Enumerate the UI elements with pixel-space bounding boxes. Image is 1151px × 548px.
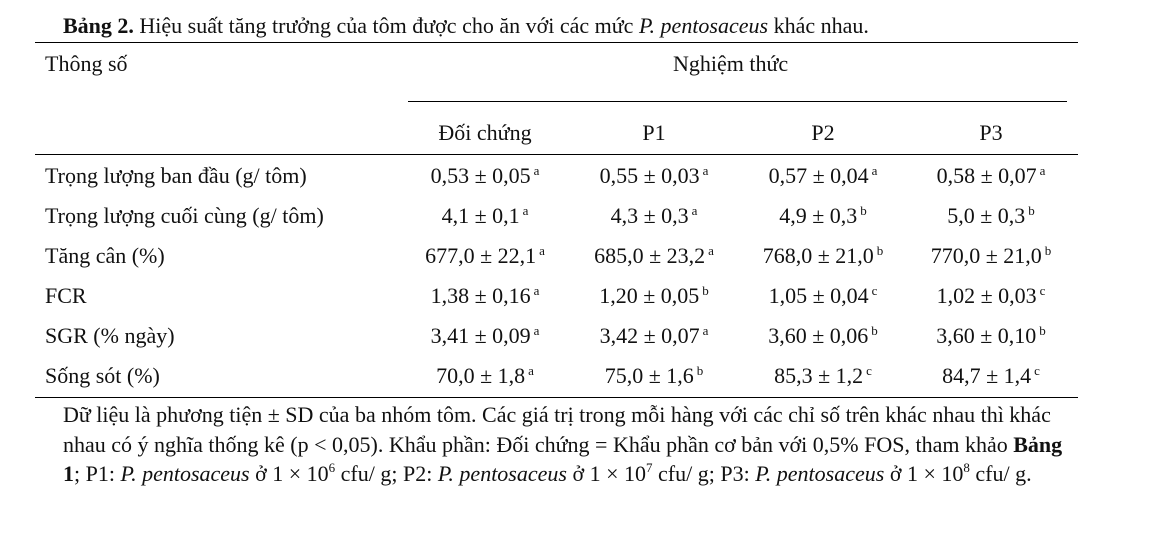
note-species: P. pentosaceus <box>755 461 885 486</box>
cell-value: 0,55 ± 0,03 <box>599 163 700 188</box>
caption-label: Bảng 2. <box>63 13 134 38</box>
cell-value: 3,60 ± 0,06 <box>768 323 869 348</box>
table-footnote <box>63 400 1073 492</box>
significance-letter: a <box>528 363 534 378</box>
note-text: Dữ liệu là phương tiện ± SD của ba nhóm tôm. Các giá trị trong mỗi hàng với các chỉ số trên khác nhau thì khác nhau có ý nghĩa thống kê (p < 0,05). Khẩu phần: Đối chứng = Khẩu phần cơ bản với 0,5% FOS, tham khảo <box>63 402 1051 457</box>
significance-letter: b <box>1039 323 1046 338</box>
cell-value: 85,3 ± 1,2 <box>774 363 864 388</box>
significance-letter: a <box>691 203 698 218</box>
param-header: Thông số <box>45 51 128 76</box>
cell-value: 70,0 ± 1,8 <box>436 363 526 388</box>
significance-letter: b <box>702 283 709 298</box>
table-cell <box>907 242 1075 273</box>
significance-letter: a <box>522 203 529 218</box>
significance-letter: b <box>696 363 704 378</box>
caption-species: P. pentosaceus <box>638 13 769 38</box>
cell-value: 4,1 ± 0,1 <box>441 203 520 228</box>
table-cell <box>739 322 907 353</box>
note-text: cfu/ g; P2: <box>335 461 438 486</box>
cell-value: 5,0 ± 0,3 <box>947 203 1026 228</box>
table-cell <box>907 362 1075 393</box>
table-cell <box>739 162 907 193</box>
group-header: Nghiệm thức <box>673 51 789 76</box>
column-header: P2 <box>811 120 835 145</box>
table-cell <box>570 322 738 353</box>
cell-value: 768,0 ± 21,0 <box>762 243 874 268</box>
table-cell <box>401 202 569 233</box>
significance-letter: a <box>1039 163 1046 178</box>
table-cell <box>739 202 907 233</box>
table-cell <box>401 362 569 393</box>
table-cell <box>401 242 569 273</box>
note-text: ở 1 × 10 <box>884 461 964 486</box>
cell-value: 1,05 ± 0,04 <box>768 283 869 308</box>
note-text: ở 1 × 10 <box>249 461 329 486</box>
row-label: SGR (% ngày) <box>45 323 175 348</box>
significance-letter: c <box>866 363 872 378</box>
significance-letter: a <box>708 243 714 258</box>
table-cell <box>739 282 907 313</box>
table-cell <box>907 202 1075 233</box>
note-species: P. pentosaceus <box>120 461 250 486</box>
row-label: Sống sót (%) <box>45 363 160 388</box>
cell-value: 4,9 ± 0,3 <box>779 203 858 228</box>
cell-value: 0,57 ± 0,04 <box>768 163 869 188</box>
note-exponent: 8 <box>963 460 970 475</box>
significance-letter: a <box>702 163 709 178</box>
cell-value: 1,20 ± 0,05 <box>599 283 700 308</box>
note-text: cfu/ g. <box>969 461 1032 486</box>
significance-letter: b <box>1044 243 1052 258</box>
row-label: FCR <box>45 283 87 308</box>
cell-value: 75,0 ± 1,6 <box>604 363 694 388</box>
note-ref: Bảng 1 <box>63 431 1063 486</box>
cell-value: 0,58 ± 0,07 <box>936 163 1037 188</box>
significance-letter: a <box>533 283 540 298</box>
note-exponent: 7 <box>646 460 653 475</box>
table-cell <box>401 282 569 313</box>
cell-value: 1,38 ± 0,16 <box>430 283 531 308</box>
significance-letter: a <box>533 163 540 178</box>
table-cell <box>570 162 738 193</box>
row-label: Tăng cân (%) <box>45 243 165 268</box>
top-rule <box>35 42 1078 43</box>
cell-value: 770,0 ± 21,0 <box>930 243 1042 268</box>
row-label: Trọng lượng ban đầu (g/ tôm) <box>45 163 307 188</box>
column-header: Đối chứng <box>438 120 532 145</box>
cell-value: 0,53 ± 0,05 <box>430 163 531 188</box>
cell-value: 1,02 ± 0,03 <box>936 283 1037 308</box>
significance-letter: c <box>871 283 878 298</box>
significance-letter: a <box>533 323 540 338</box>
table-cell <box>401 322 569 353</box>
cell-value: 3,42 ± 0,07 <box>599 323 700 348</box>
significance-letter: b <box>876 243 884 258</box>
note-text: ; P1: <box>74 461 121 486</box>
table-cell <box>570 362 738 393</box>
row-label: Trọng lượng cuối cùng (g/ tôm) <box>45 203 324 228</box>
table-cell <box>907 282 1075 313</box>
caption-text-end: khác nhau. <box>768 13 869 38</box>
significance-letter: b <box>1028 203 1035 218</box>
cell-value: 3,41 ± 0,09 <box>430 323 531 348</box>
cell-value: 677,0 ± 22,1 <box>425 243 537 268</box>
significance-letter: b <box>871 323 878 338</box>
cell-value: 685,0 ± 23,2 <box>594 243 706 268</box>
column-header: P1 <box>642 120 666 145</box>
group-rule <box>408 101 1067 102</box>
table-cell <box>570 202 738 233</box>
table-cell <box>739 362 907 393</box>
table-cell <box>570 282 738 313</box>
significance-letter: c <box>1039 283 1046 298</box>
significance-letter: a <box>702 323 709 338</box>
significance-letter: b <box>860 203 867 218</box>
significance-letter: c <box>1034 363 1040 378</box>
caption-text: Hiệu suất tăng trưởng của tôm được cho ăn với các mức <box>133 13 639 38</box>
table-cell <box>907 162 1075 193</box>
note-species: P. pentosaceus <box>437 461 567 486</box>
note-exponent: 6 <box>328 460 336 475</box>
table-cell <box>739 242 907 273</box>
column-header: P3 <box>979 120 1003 145</box>
note-text: cfu/ g; P3: <box>652 461 756 486</box>
table-caption <box>63 12 869 40</box>
header-rule <box>35 154 1078 155</box>
bottom-rule <box>35 397 1078 398</box>
note-text: ở 1 × 10 <box>566 461 647 486</box>
table-cell <box>401 162 569 193</box>
cell-value: 3,60 ± 0,10 <box>936 323 1037 348</box>
table-cell <box>907 322 1075 353</box>
significance-letter: a <box>871 163 878 178</box>
cell-value: 84,7 ± 1,4 <box>942 363 1032 388</box>
cell-value: 4,3 ± 0,3 <box>610 203 689 228</box>
significance-letter: a <box>539 243 545 258</box>
table-cell <box>570 242 738 273</box>
